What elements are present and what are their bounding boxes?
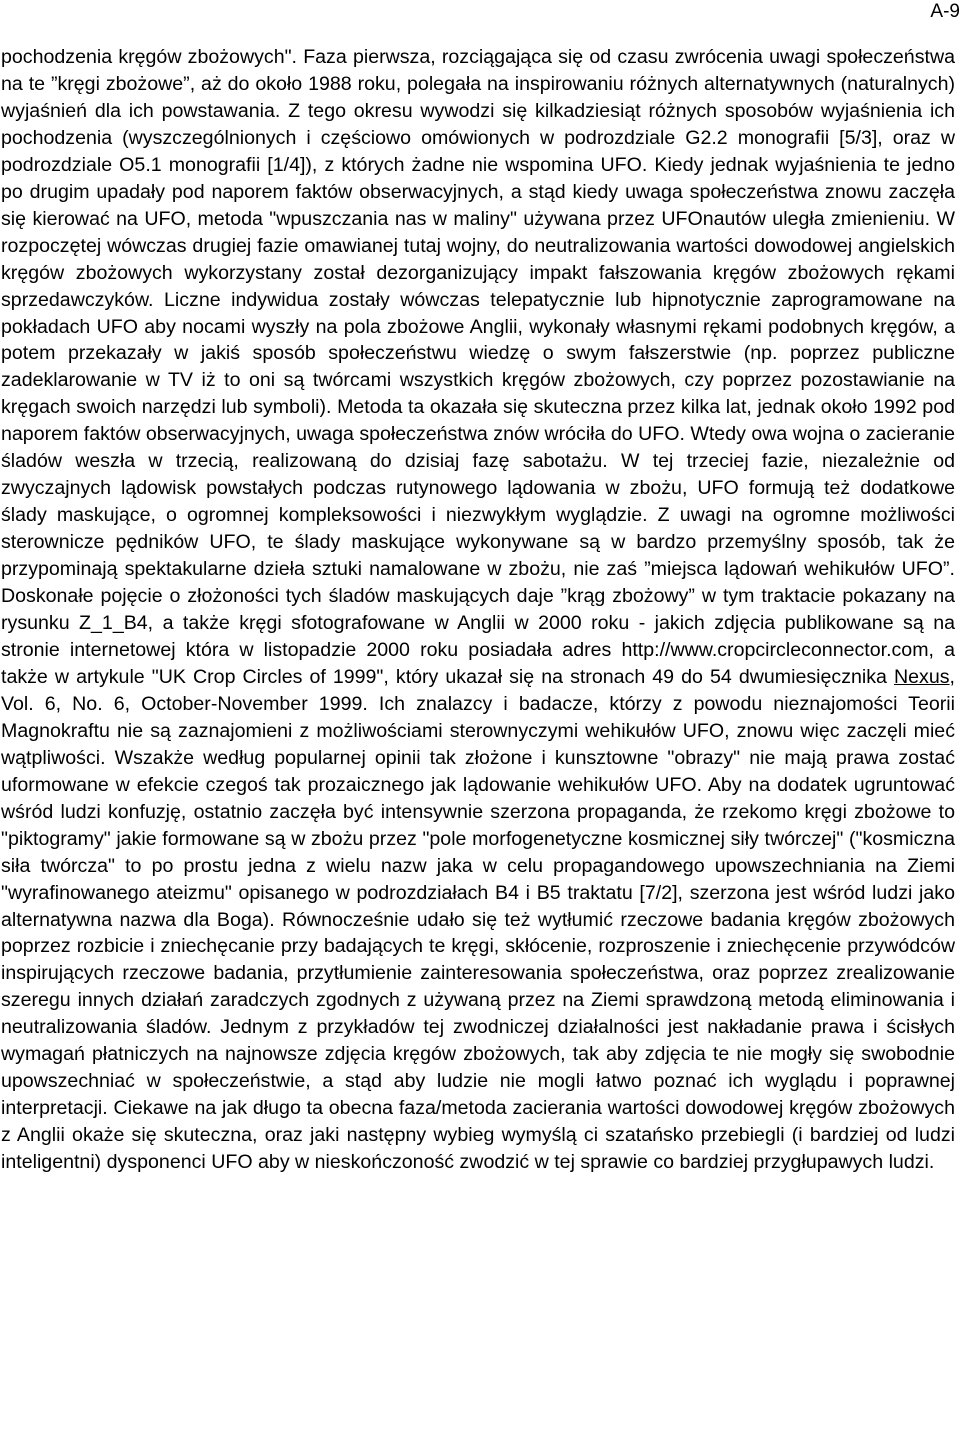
page-number: A-9 bbox=[930, 1, 960, 22]
nexus-reference: Nexus bbox=[894, 665, 950, 688]
paragraph-text-part-1: pochodzenia kręgów zbożowych". Faza pierwsza, rozciągająca się od czasu zwrócenia uwagi społeczeństwa na te ”kręgi zbożowe”, aż do około 1988 roku, polegała na inspirowaniu różnych alternatywnych (naturalnych) wyjaśnień dla ich powstawania. Z tego okresu wywodzi się kilkadziesiąt różnych sposobów wyjaśnienia ich pochodzenia (wyszczególnionych i częściowo omówionych w podrozdziale G2.2 monografii [5/3], oraz w podrozdziale O5.1 monografii [1/4]), z których żadne nie wspomina UFO. Kiedy jednak wyjaśnienia te jedno po drugim upadały pod naporem faktów obserwacyjnych, a stąd kiedy uwaga społeczeństwa znowu zaczęła się kierować na UFO, metoda "wpuszczania nas w maliny" używana przez UFOnautów uległa zmienieniu. W rozpoczętej wówczas drugiej fazie omawianej tutaj wojny, do neutralizowania wartości dowodowej angielskich kręgów zbożowych wykorzystany został dezorganizujący impakt fałszowania kręgów zbożowych rękami sprzedawczyków. Liczne indywidua zostały wówczas telepatycznie lub hipnotycznie zaprogramowane na pokładach UFO aby nocami wyszły na pola zbożowe Anglii, wykonały własnymi rękami podobnych kręgów, a potem przekazały w jakiś sposób społeczeństwu wiedzę o swym fałszerstwie (np. poprzez publiczne zadeklarowanie w TV iż to oni są twórcami wszystkich kręgów zbożowych, czy poprzez pozostawianie na kręgach swoich narzędzi lub symboli). Metoda ta okazała się skuteczna przez kilka lat, jednak około 1992 pod naporem faktów obserwacyjnych, uwaga społeczeństwa znów wróciła do UFO. Wtedy owa wojna o zacieranie śladów weszła w trzecią, realizowaną do dzisiaj fazę sabotażu. W tej trzeciej fazie, niezależnie od zwyczajnych lądowisk powstałych podczas rutynowego lądowania w zbożu, UFO formują też dodatkowe ślady maskujące, o ogromnej kompleksowości i niezwykłym wyglądzie. Z uwagi na ogromne możliwości sterownicze pędników UFO, te ślady maskujące wykonywane są w bardzo przemyślny sposób, tak że przypominają spektakularne dzieła sztuki namalowane w zbożu, nie zaś ”miejsca lądowań wehikułów UFO”. Doskonałe pojęcie o złożoności tych śladów maskujących daje ”krąg zbożowy” w tym traktacie pokazany na rysunku Z_1_B4, a także kręgi sfotografowane w Anglii w 2000 roku - jakich zdjęcia publikowane są na stronie internetowej która w listopadzie 2000 roku posiadała adres http://www.cropcircleconnector.com, a także w artykule "UK Crop Circles of 1999", który ukazał się na stronach 49 do 54 dwumiesięcznika bbox=[1, 46, 956, 688]
body-paragraph bbox=[1, 44, 955, 1176]
paragraph-text-part-2: , Vol. 6, No. 6, October-November 1999. Ich znalazcy i badacze, którzy z powodu nieznajomości Teorii Magnokraftu nie są zaznajomieni z możliwościami sterownyczymi wehikułów UFO, znowu więc zaczęli mieć wątpliwości. Wszakże według popularnej opinii tak złożone i kunsztowne "obrazy" nie mają prawa zostać uformowane w efekcie czegoś tak prozaicznego jak lądowanie wehikułów UFO. Aby na dodatek ugruntować wśród ludzi konfuzję, ostatnio zaczęła być intensywnie szerzona propaganda, że rzekomo kręgi zbożowe to "piktogramy" jakie formowane są w zbożu przez "pole morfogenetyczne kosmicznej siły twórczej" ("kosmiczna siła twórcza" to po prostu jedna z wielu nazw jaka w celu propagandowego upowszechniania na Ziemi "wyrafinowanego ateizmu" opisanego w podrozdziałach B4 i B5 traktatu [7/2], szerzona jest wśród ludzi jako alternatywna nazwa dla Boga). Równocześnie udało się też wytłumić rzeczowe badania kręgów zbożowych poprzez rozbicie i zniechęcanie przy badających te kręgi, skłócenie, rozproszenie i zniechęcenie przywódców inspirujących rzeczowe badania, przytłumienie zainteresowania społeczeństwa, oraz poprzez zrealizowanie szeregu innych działań zaradczych zgodnych z używaną przez na Ziemi sprawdzoną metodą eliminowania i neutralizowania śladów. Jednym z przykładów tej zwodniczej działalności jest nakładanie prawa i ścisłych wymagań płatniczych na najnowsze zdjęcia kręgów zbożowych, tak aby zdjęcia te nie mogły się swobodnie upowszechniać w społeczeństwie, a stąd aby ludzie nie mogli łatwo poznać ich wyglądu i poprawnej interpretacji. Ciekawe na jak długo ta obecna faza/metoda zacierania wartości dowodowej kręgów zbożowych z Anglii okaże się skuteczna, oraz jaki następny wybieg wymyślą ci szatańsko przebiegli (i bardziej od ludzi inteligentni) dysponenci UFO aby w nieskończoność zwodzić w tej sprawie co bardziej przygłupawych ludzi. bbox=[1, 665, 955, 1174]
